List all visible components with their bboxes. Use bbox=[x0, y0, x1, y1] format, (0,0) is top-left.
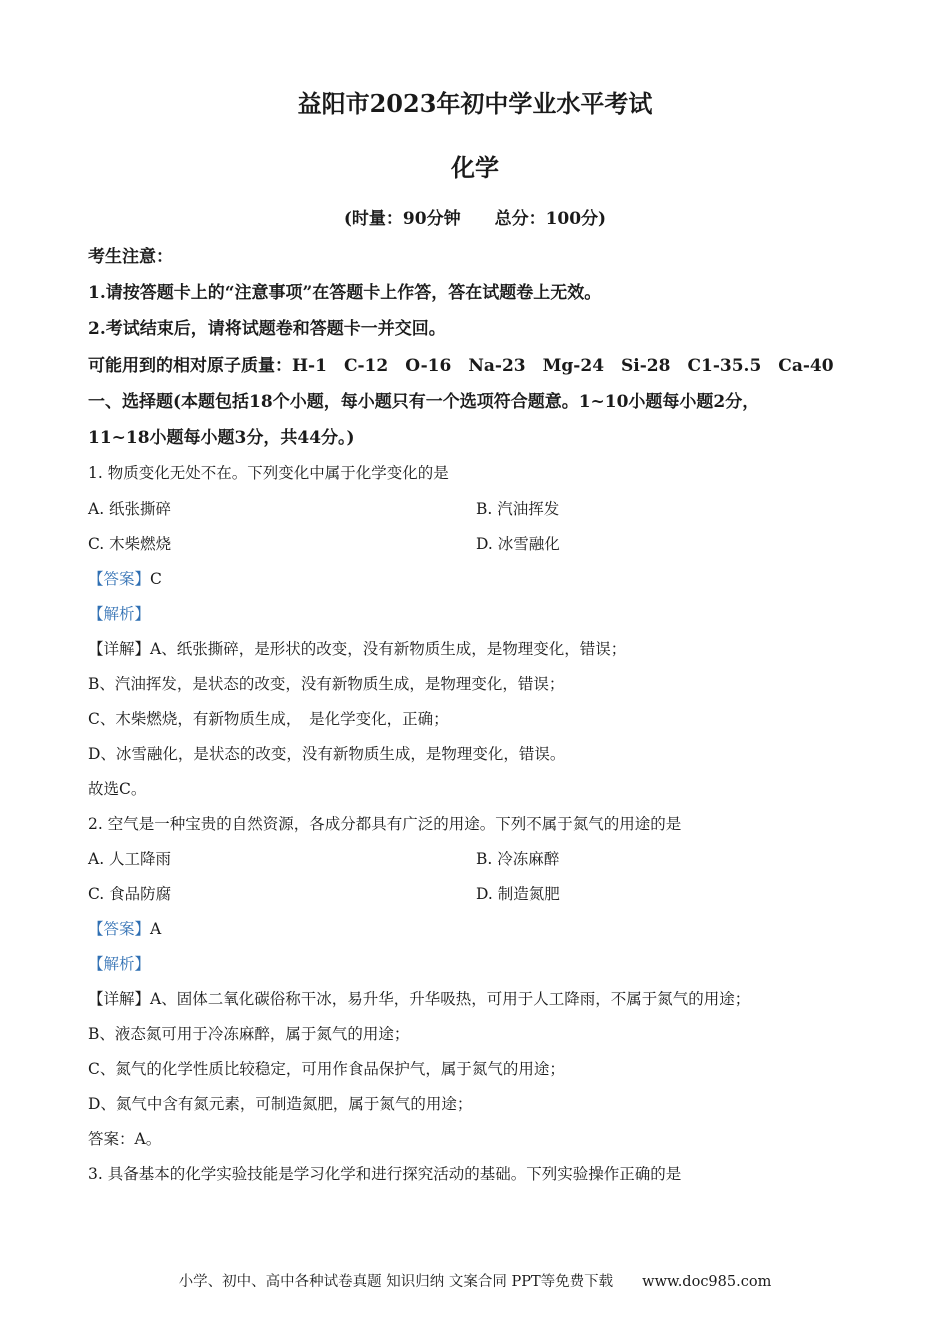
answer-value: C bbox=[150, 570, 162, 588]
page-footer: 小学、初中、高中各种试卷真题 知识归纳 文案合同 PPT等免费下载 www.doc985.com bbox=[178, 1274, 772, 1290]
detail-line bbox=[88, 637, 626, 659]
option-a: A. 纸张撕碎 bbox=[88, 500, 172, 518]
detail-tag: 【详解】 bbox=[88, 990, 151, 1008]
notice-item: 2.考试结束后，请将试题卷和答题卡一并交回。 bbox=[88, 319, 446, 339]
question-stem: 2. 空气是一种宝贵的自然资源，各成分都具有广泛的用途。下列不属于氮气的用途的是 bbox=[88, 815, 682, 833]
detail-tag: 【详解】 bbox=[88, 640, 151, 658]
detail-text: A、纸张撕碎，是形状的改变，没有新物质生成，是物理变化，错误； bbox=[150, 640, 627, 658]
exam-title: 益阳市2023年初中学业水平考试 bbox=[297, 89, 653, 118]
option-d: D. 冰雪融化 bbox=[476, 535, 560, 553]
detail-line bbox=[88, 987, 750, 1009]
detail-line: D、冰雪融化，是状态的改变，没有新物质生成，是物理变化，错误。 bbox=[88, 745, 566, 763]
exam-info: (时量：90分钟 总分：100分) bbox=[343, 209, 607, 229]
detail-line: B、汽油挥发，是状态的改变，没有新物质生成，是物理变化，错误； bbox=[88, 675, 565, 693]
answer-line bbox=[88, 567, 162, 589]
conclusion: 故选C。 bbox=[88, 780, 147, 798]
atomic-masses: 可能用到的相对原子质量：H-1 C-12 O-16 Na-23 Mg-24 Si-28 C1-35.5 Ca-40 bbox=[88, 356, 834, 376]
option-c: C. 木柴燃烧 bbox=[88, 535, 172, 553]
detail-line: B、液态氮可用于冷冻麻醉，属于氮气的用途； bbox=[88, 1025, 410, 1043]
option-a: A. 人工降雨 bbox=[88, 850, 172, 868]
conclusion: 答案：A。 bbox=[88, 1130, 162, 1148]
answer-line bbox=[88, 917, 161, 939]
section-heading-cont: 11~18小题每小题3分，共44分。) bbox=[88, 428, 355, 448]
detail-text: A、固体二氧化碳俗称干冰，易升华，升华吸热，可用于人工降雨，不属于氮气的用途； bbox=[150, 990, 751, 1008]
question-stem: 1. 物质变化无处不在。下列变化中属于化学变化的是 bbox=[88, 464, 449, 482]
question-stem: 3. 具备基本的化学实验技能是学习化学和进行探究活动的基础。下列实验操作正确的是 bbox=[88, 1165, 682, 1183]
notice-item: 1.请按答题卡上的“注意事项”在答题卡上作答，答在试题卷上无效。 bbox=[88, 283, 602, 303]
subject-title: 化学 bbox=[451, 153, 499, 182]
analysis-tag: 【解析】 bbox=[88, 955, 151, 973]
detail-line: C、氮气的化学性质比较稳定，可用作食品保护气，属于氮气的用途； bbox=[88, 1060, 565, 1078]
answer-tag: 【答案】 bbox=[88, 920, 151, 938]
answer-tag: 【答案】 bbox=[88, 570, 151, 588]
analysis-tag: 【解析】 bbox=[88, 605, 151, 623]
option-b: B. 冷冻麻醉 bbox=[476, 850, 560, 868]
section-heading: 一、选择题(本题包括18个小题，每小题只有一个选项符合题意。1~10小题每小题2分， bbox=[88, 392, 760, 412]
option-c: C. 食品防腐 bbox=[88, 885, 172, 903]
option-d: D. 制造氮肥 bbox=[476, 885, 560, 903]
notice-heading: 考生注意： bbox=[88, 247, 173, 267]
option-b: B. 汽油挥发 bbox=[476, 500, 560, 518]
detail-line: D、氮气中含有氮元素，可制造氮肥，属于氮气的用途； bbox=[88, 1095, 473, 1113]
answer-value: A bbox=[150, 920, 162, 938]
detail-line: C、木柴燃烧，有新物质生成， 是化学变化，正确； bbox=[88, 710, 449, 728]
